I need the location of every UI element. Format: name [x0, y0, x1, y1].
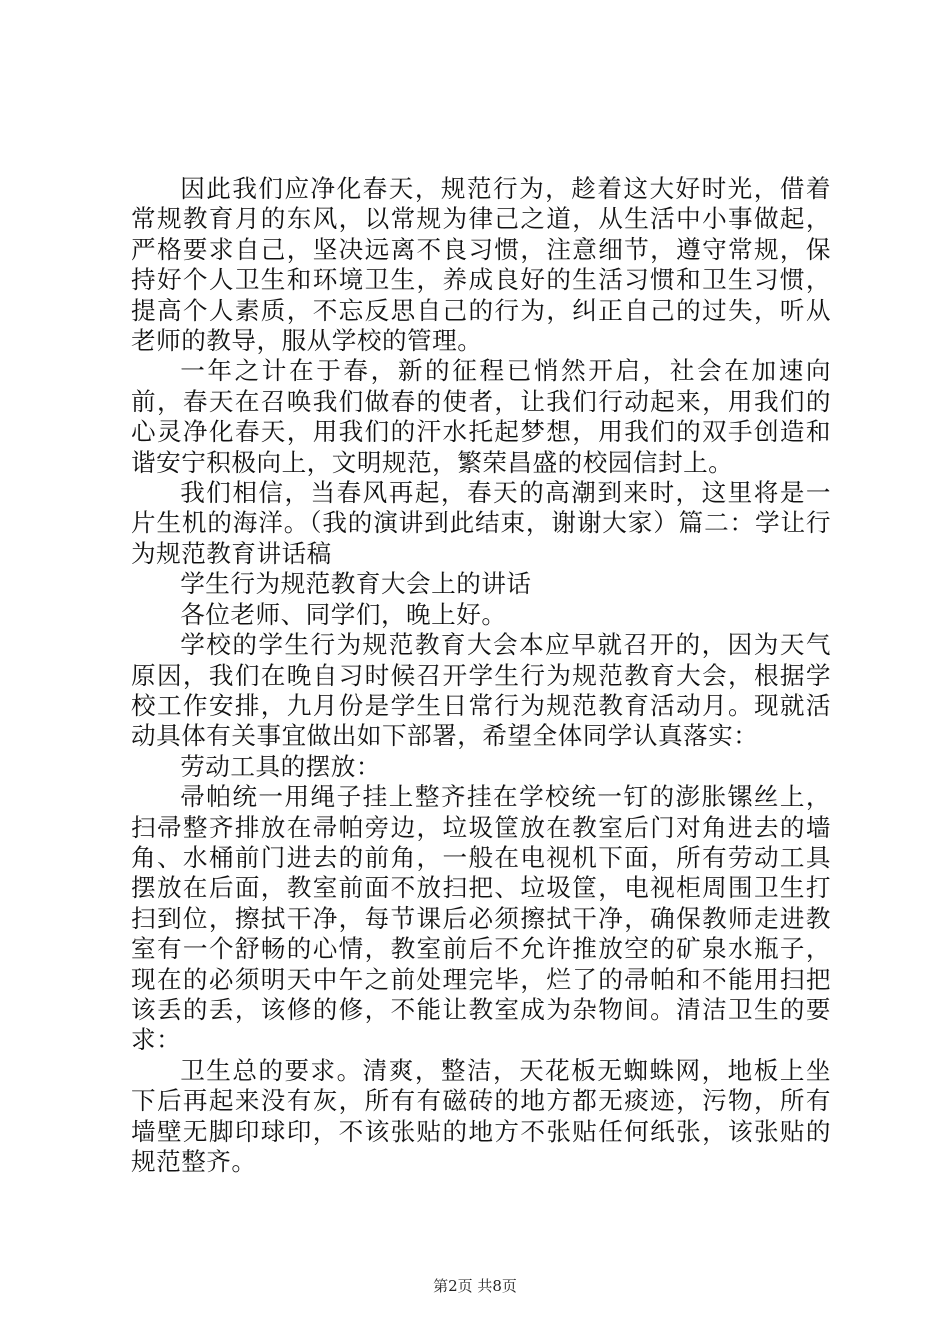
document-body: [131, 174, 831, 1177]
paragraph-6: 学校的学生行为规范教育大会本应早就召开的，因为天气原因，我们在晚自习时候召开学生行为规范教育大会，根据学校工作安排，九月份是学生日常行为规范教育活动月。现就活动具体有关事宜做出如下部署，希望全体同学认真落实：: [131, 630, 831, 751]
paragraph-3: 我们相信，当春风再起，春天的高潮到来时，这里将是一片生机的海洋。（我的演讲到此结束，谢谢大家）篇二：学让行为规范教育讲话稿: [131, 478, 831, 568]
paragraph-8: 帚帕统一用绳子挂上整齐挂在学校统一钉的澎胀镙丝上，扫帚整齐排放在帚帕旁边，垃圾筐放在教室后门对角进去的墙角、水桶前门进去的前角，一般在电视机下面，所有劳动工具摆放在后面，教室前面不放扫把、垃圾筐，电视柜周围卫生打扫到位，擦拭干净，每节课后必须擦拭干净，确保教师走进教室有一个舒畅的心情，教室前后不允许推放空的矿泉水瓶子，现在的必须明天中午之前处理完毕，烂了的帚帕和不能用扫把该丢的丢，该修的修，不能让教室成为杂物间。清洁卫生的要求：: [131, 782, 831, 1055]
greeting: 各位老师、同学们，晚上好。: [180, 599, 507, 629]
paragraph-9: 卫生总的要求。清爽，整洁，天花板无蜘蛛网，地板上坐下后再起来没有灰，所有有磁砖的地方都无痰迹，污物，所有墙壁无脚印球印，不该张贴的地方不张贴任何纸张，该张贴的规范整齐。: [131, 1055, 831, 1176]
section-heading-tools: 劳动工具的摆放：: [180, 751, 381, 781]
paragraph-1: 因此我们应净化春天，规范行为，趁着这大好时光，借着常规教育月的东风，以常规为律己之道，从生活中小事做起，严格要求自己，坚决远离不良习惯，注意细节，遵守常规，保持好个人卫生和环境卫生，养成良好的生活习惯和卫生习惯，提高个人素质，不忘反思自己的行为，纠正自己的过失，听从老师的教导，服从学校的管理。: [131, 174, 831, 356]
speech-title: 学生行为规范教育大会上的讲话: [180, 569, 532, 599]
paragraph-2: 一年之计在于春，新的征程已悄然开启，社会在加速向前，春天在召唤我们做春的使者，让我们行动起来，用我们的心灵净化春天，用我们的汗水托起梦想，用我们的双手创造和谐安宁积极向上，文明规范，繁荣昌盛的校园信封上。: [131, 356, 831, 477]
page-number-footer: 第2页 共8页: [433, 1277, 517, 1295]
